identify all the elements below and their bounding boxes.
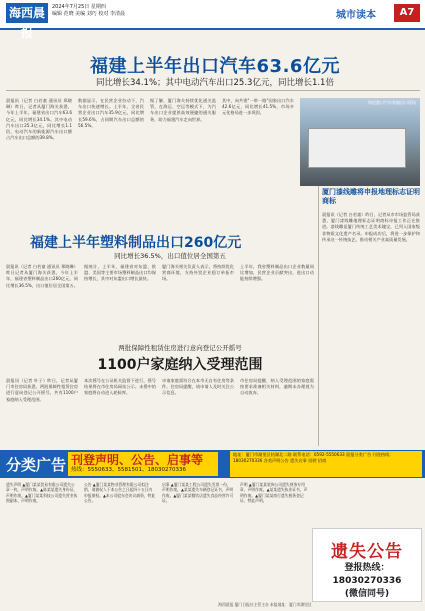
article2-col4: 上半年，我省塑料制品出口企业数量同比增加，民营企业贡献突出，进出口动能持续增强。 <box>240 264 314 282</box>
photo-caption: 海沧港口汽车装船出口现场 <box>368 100 416 105</box>
article1-col4: 其中，向共建"一带一路"国家出口汽车42.6亿元，同比增长41.5%，市场多元化格局进一步巩固。 <box>222 98 294 116</box>
ads-column-1: 遗失声明 ▲厦门某某贸易有限公司遗失公章一枚，声明作废。▲陈某某遗失身份证，声明作废。▲厦门某某科技公司遗失营业执照副本，声明作废。 <box>6 482 78 504</box>
article3-col3: 申请家庭需符合在本市无自有住房等条件。住房局提醒，请申请人及时关注公示信息。 <box>162 378 234 396</box>
headline-housing: 1100户家庭纳入受理范围 <box>97 357 263 373</box>
subheadline-car-exports: 同比增长34.1%；其中电动汽车出口25.3亿元，同比增长1.1倍 <box>96 78 334 88</box>
article3-col4: 市住房局提醒，纳入受理范围的家庭需按要求准备相关材料，逾期未办理视为自动放弃。 <box>240 378 314 396</box>
ads-info-box: 地址：厦门市湖里区枋湖北二路 联系电话：0592-5550633 晨报分类广告 刊登热线：18030270336 各类声明公告 遗失启事 招聘 招商 <box>230 451 422 477</box>
article3-col1: 晨报讯（记者 叶子）昨日，记者从厦门市住房局获悉，两批保障性租赁住房进行意向登记公开摇号，共有1100户家庭纳入受理范围。 <box>6 378 78 402</box>
sidebar-headline: 厦门漆线雕将申报地理标志证明商标 <box>322 188 420 205</box>
cargo-ship-shape <box>308 128 406 168</box>
car-ship-photo <box>300 98 420 186</box>
classified-ads-title: 分类广告 <box>6 456 67 474</box>
sidebar-body: 晨报讯（记者 白若童）昨日，记者从市市场监管局获悉，厦门漆线雕地理标志证明商标申报工作正在推进。漆线雕是厦门传统工艺美术瑰宝，已列入国家级非物质文化遗产名录。申报成功后，将进一步保护和传承这一传统技艺，推动相关产业高质量发展。 <box>322 212 420 242</box>
article1-col1: 晨报讯（记者 白若童 通讯员 郑晓琳）昨日，记者从厦门海关获悉，今年上半年，福建省出口汽车63.6亿元，同比增长34.1%。其中电动汽车出口25.3亿元，同比增长1.1倍，电动汽车的新能源汽车出口额占汽车出口总额的39.8%。 <box>6 98 72 141</box>
article1-col2: 数据显示，在民营企业拉动下，汽车出口快速增长。上半年，全省民营企业出口汽车35.9亿元，同比增长59.6%，占同期汽车出口总额的56.5%。 <box>78 98 144 128</box>
headline-plastics-exports: 福建上半年塑料制品出口260亿元 <box>30 235 242 251</box>
page-footer: 海西晨报 厦门日报社主管主办 本报地址：厦门市湖里区 <box>218 602 312 607</box>
headline-car-exports: 福建上半年出口汽车63.6亿元 <box>90 56 340 77</box>
article1-col3: 据了解，厦门海关持续优化通关监管，在海运、空运等模式下，为汽车出口企业提供高效便捷的通关服务，助力福建汽车走向世界。 <box>150 98 216 122</box>
lost-notice-box <box>312 528 422 602</box>
section-name: 城市读本 <box>336 10 376 21</box>
date-line <box>52 4 125 17</box>
ads-column-2: 公告 ▲厦门某某物业管理有限公司拟注销，请债权人于本公告之日起四十五日内申报债权。▲本公司股东会决议减资，特此公告。 <box>84 482 156 504</box>
page-number: A7 <box>394 4 420 22</box>
divider <box>6 90 420 91</box>
article2-col3: 厦门海关相关负责人表示，将持续优化营商环境，支持外贸企业稳订单拓市场。 <box>162 264 234 282</box>
article2-col1: 晨报讯（记者 白若童 通讯员 郑晓琳）昨日记者从厦门海关获悉，今年上半年，福建省塑料制品出口260亿元，同比增长36.5%，出口值位居全国第五。 <box>6 264 78 288</box>
column-rule <box>318 186 319 446</box>
editor-line: 编辑 范晓 美编 刘巧 校对 李清晨 <box>52 10 125 17</box>
ads-column-4: 声明 ▲厦门某某装饰公司遗失财务专用章，声明作废。▲某某遗失执业证书，声明作废。▲厦门某某商行遗失税务登记证，特此声明。 <box>240 482 308 504</box>
ads-column-3: 启事 ▲厦门某某工程公司遗失发票一份，声明作废。▲某某遗失车辆登记证书，声明作废。▲厦门某某餐饮店遗失食品经营许可证。 <box>162 482 234 504</box>
ads-hotline-title: 刊登声明、公告、启事等 <box>71 453 204 467</box>
paper-logo: 海西晨报 <box>6 3 48 23</box>
article3-col2: 本次摇号在公证机关监督下进行，摇号结果将在市住房局网站公示。未摇中的家庭将自动进入轮候库。 <box>84 378 156 396</box>
kicker-housing: 两批保障性租赁住房进行意向登记公开摇号 <box>118 344 242 352</box>
lost-notice-title: 遗失公告 <box>331 542 403 562</box>
date-text: 2024年7月25日 星期四 <box>52 4 106 10</box>
ads-hotline-box <box>68 452 218 476</box>
article2-col2: 据统计，上半年，福建省对东盟、欧盟、美国等主要市场塑料制品出口均保持增长，其中对东盟出口增长最快。 <box>84 264 156 282</box>
lost-notice-wechat: (微信同号) <box>344 589 390 599</box>
lost-notice-phone: 登报热线：18030270336 <box>332 563 402 586</box>
ads-hotline-numbers: 热线：5550633、5581501、18030270336 <box>71 467 186 473</box>
subheadline-plastics-exports: 同比增长36.5%，出口值位居全国第五 <box>114 252 226 260</box>
